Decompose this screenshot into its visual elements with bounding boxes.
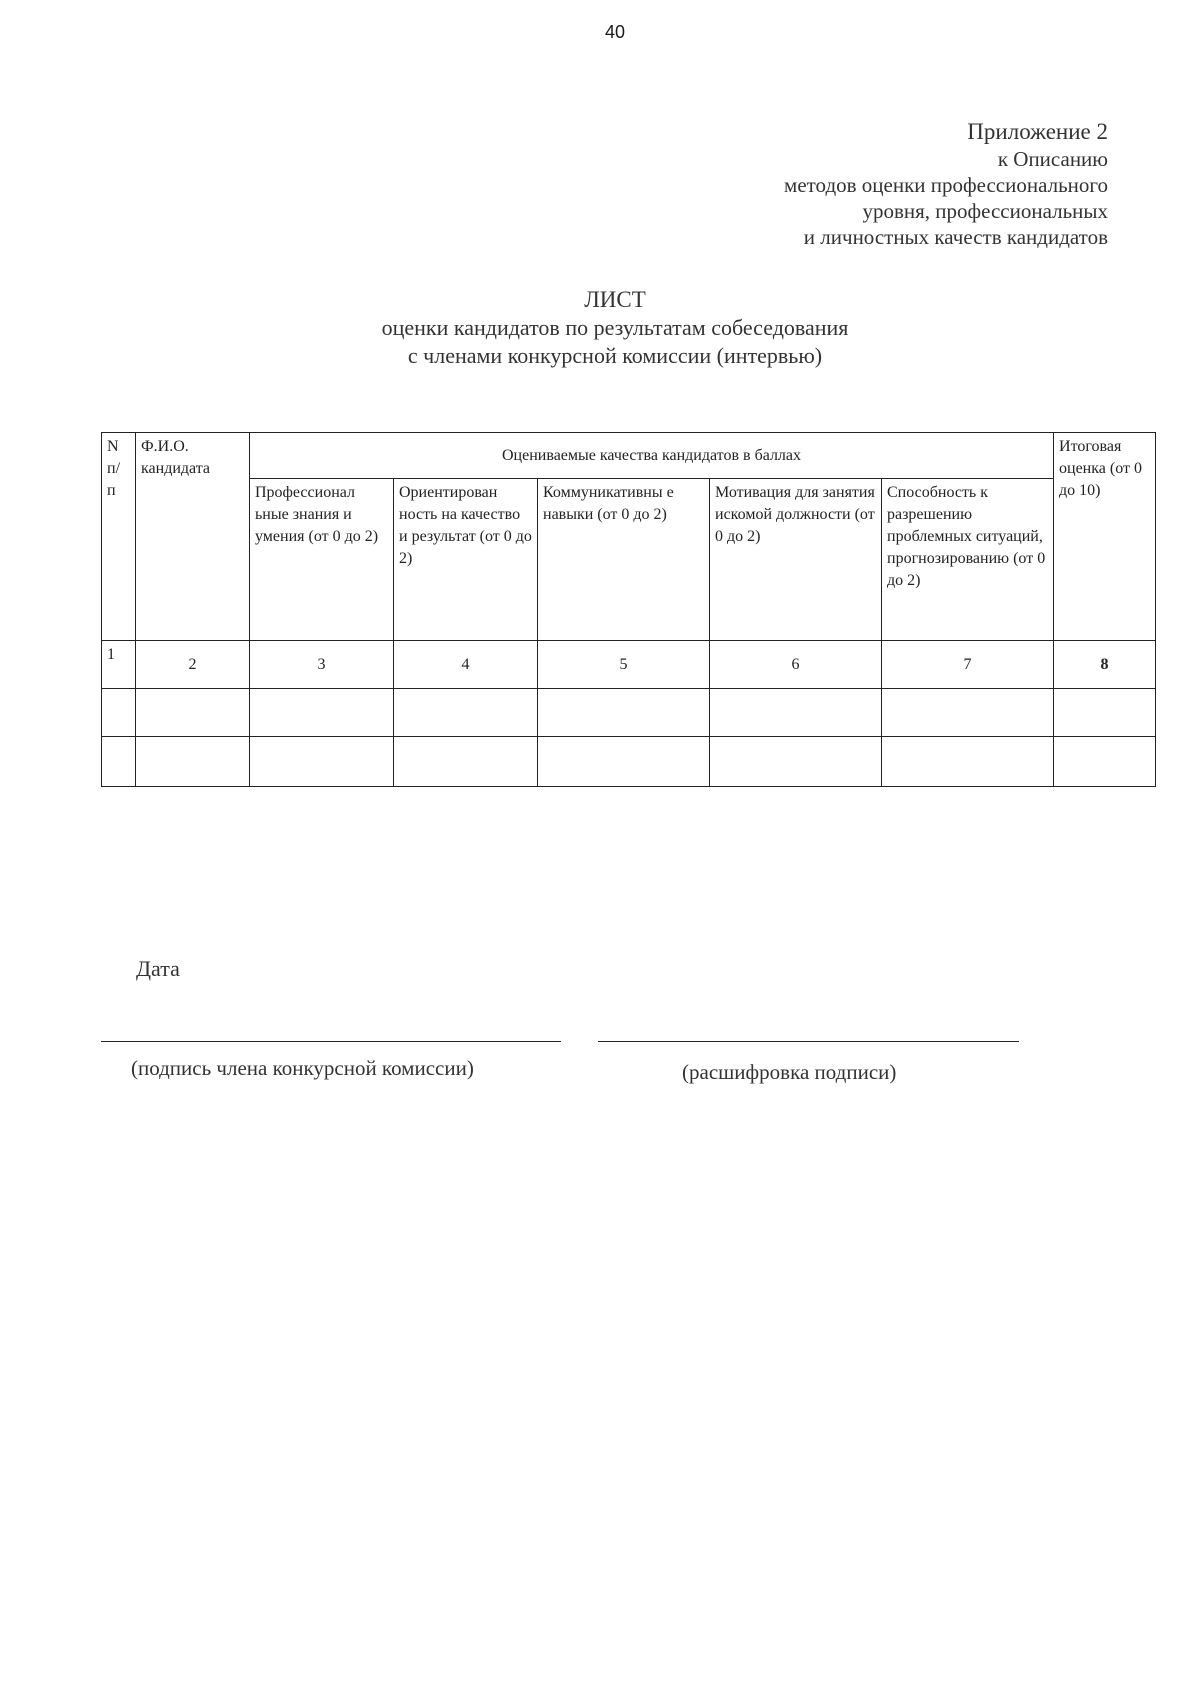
criterion-header: Мотивация для занятия искомой должности (от 0 до 2) (710, 479, 882, 641)
appendix-header (784, 118, 1108, 250)
table-number-row (102, 641, 1156, 689)
page-number: 40 (604, 22, 626, 42)
signature-line[interactable] (101, 1041, 561, 1042)
appendix-line: методов оценки профессионального (784, 173, 1108, 197)
table-header-row (102, 433, 1156, 479)
table-cell[interactable] (710, 689, 882, 737)
sheet-title-block (0, 286, 1200, 370)
table-cell[interactable] (538, 737, 710, 787)
column-number: 7 (882, 641, 1054, 689)
table-cell[interactable] (882, 689, 1054, 737)
column-number: 1 (102, 641, 136, 689)
table-cell[interactable] (1054, 737, 1156, 787)
appendix-line: уровня, профессиональных (862, 199, 1108, 223)
table-cell[interactable] (710, 737, 882, 787)
appendix-line: и личностных качеств кандидатов (803, 225, 1108, 249)
date-label: Дата (136, 956, 180, 981)
header-name: Ф.И.О. кандидата (136, 433, 250, 641)
column-number: 6 (710, 641, 882, 689)
header-total: Итоговая оценка (от 0 до 10) (1054, 433, 1156, 641)
criterion-header: Способность к разрешению проблемных ситуаций, прогнозированию (от 0 до 2) (882, 479, 1054, 641)
column-number: 8 (1054, 641, 1156, 689)
appendix-title: Приложение 2 (967, 119, 1108, 144)
table-row (102, 737, 1156, 787)
table-cell[interactable] (394, 689, 538, 737)
column-number: 5 (538, 641, 710, 689)
table-cell[interactable] (102, 689, 136, 737)
transcript-caption: (расшифровка подписи) (682, 1060, 897, 1084)
evaluation-table (101, 432, 1156, 787)
appendix-line: к Описанию (997, 147, 1108, 171)
table-cell[interactable] (882, 737, 1054, 787)
table-row (102, 689, 1156, 737)
column-number: 2 (136, 641, 250, 689)
signature-caption: (подпись члена конкурсной комиссии) (131, 1056, 474, 1080)
sheet-title: ЛИСТ (584, 287, 646, 312)
table-cell[interactable] (250, 737, 394, 787)
header-num: N п/ п (102, 433, 136, 641)
table-cell[interactable] (136, 689, 250, 737)
criterion-header: Коммуникативны е навыки (от 0 до 2) (538, 479, 710, 641)
table-cell[interactable] (102, 737, 136, 787)
criterion-header: Профессионал ьные знания и умения (от 0 до 2) (250, 479, 394, 641)
table-cell[interactable] (538, 689, 710, 737)
table-cell[interactable] (1054, 689, 1156, 737)
column-number: 3 (250, 641, 394, 689)
header-qualities-group: Оцениваемые качества кандидатов в баллах (250, 433, 1054, 479)
column-number: 4 (394, 641, 538, 689)
criterion-header: Ориентирован ность на качество и результат (от 0 до 2) (394, 479, 538, 641)
table-cell[interactable] (136, 737, 250, 787)
table-cell[interactable] (250, 689, 394, 737)
table-criteria-row (102, 479, 1156, 641)
sheet-subtitle-line: с членами конкурсной комиссии (интервью) (407, 343, 823, 368)
sheet-subtitle-line: оценки кандидатов по результатам собеседования (381, 315, 849, 340)
table-cell[interactable] (394, 737, 538, 787)
transcript-line[interactable] (598, 1041, 1019, 1042)
